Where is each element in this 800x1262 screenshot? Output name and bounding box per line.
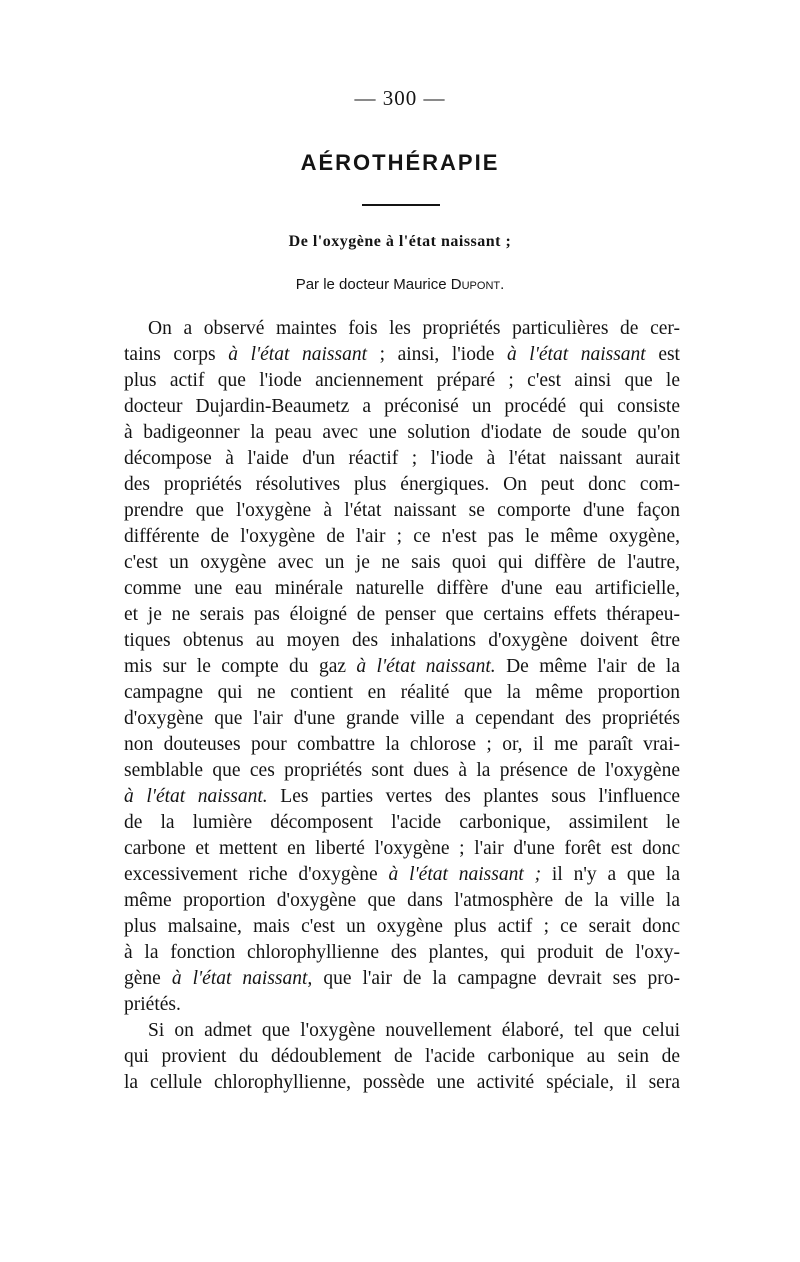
page-number: — 300 — (354, 86, 446, 110)
text-segment: Si on admet que l'oxygène nouvellement élaboré, tel que celui (148, 1020, 680, 1041)
text-segment: docteur Dujardin-Beaumetz a préconisé un procédé qui consiste (124, 396, 680, 417)
text-segment: la cellule chlorophyllienne, possède une activité spéciale, il sera (124, 1072, 680, 1093)
text-line (124, 732, 680, 758)
text-segment: que l'air de la campagne devrait ses pro- (312, 968, 680, 989)
text-line (124, 966, 680, 992)
italic-phrase: à l'état naissant ; (388, 864, 542, 885)
text-line (124, 862, 680, 888)
text-segment: différente de l'oxygène de l'air ; ce n'est pas le même oxygène, (124, 526, 680, 547)
text-line (124, 810, 680, 836)
text-line (124, 420, 680, 446)
text-line (124, 602, 680, 628)
italic-phrase: à l'état naissant (228, 344, 367, 365)
text-segment: c'est un oxygène avec un je ne sais quoi qui diffère de l'autre, (124, 552, 680, 573)
text-segment: est (645, 344, 680, 365)
text-segment: tains corps (124, 344, 229, 365)
text-segment: plus malsaine, mais c'est un oxygène plus actif ; ce serait donc (124, 916, 680, 937)
text-line (124, 914, 680, 940)
text-segment: des propriétés résolutives plus énergiques. On peut donc com- (124, 474, 680, 495)
text-line (124, 524, 680, 550)
text-line (124, 368, 680, 394)
text-segment: gène (124, 968, 172, 989)
text-line (124, 576, 680, 602)
text-segment: campagne qui ne contient en réalité que la même proportion (124, 682, 680, 703)
title-rule (362, 204, 440, 206)
text-segment: d'oxygène que l'air d'une grande ville a cependant des propriétés (124, 708, 680, 729)
italic-phrase: à l'état naissant. (356, 656, 496, 677)
text-segment: excessivement riche d'oxygène (124, 864, 389, 885)
text-segment: de la lumière décomposent l'acide carbonique, assimilent le (124, 812, 680, 833)
text-line (124, 628, 680, 654)
text-segment: tiques obtenus au moyen des inhalations d'oxygène doivent être (124, 630, 680, 651)
byline-prefix: Par le docteur Maurice (295, 276, 451, 293)
text-segment: De même l'air de la (495, 656, 681, 677)
text-segment: plus actif que l'iode anciennement préparé ; c'est ainsi que le (124, 370, 680, 391)
text-line (124, 680, 680, 706)
text-segment: mis sur le compte du gaz (124, 656, 357, 677)
text-line (124, 498, 680, 524)
text-line (124, 550, 680, 576)
byline-author-name: Dupont (450, 276, 501, 293)
text-segment: qui provient du dédoublement de l'acide carbonique au sein de (124, 1046, 680, 1067)
text-segment: priétés. (124, 994, 181, 1015)
text-line (124, 472, 680, 498)
text-segment: ; ainsi, l'iode (367, 344, 507, 365)
text-segment: On a observé maintes fois les propriétés particulières de cer- (148, 318, 680, 339)
text-line (124, 784, 680, 810)
byline-suffix: . (500, 276, 505, 293)
text-line (124, 446, 680, 472)
text-segment: à badigeonner la peau avec une solution d'iodate de soude qu'on (124, 422, 680, 443)
text-line (124, 1044, 680, 1070)
section-title: AÉROTHÉRAPIE (300, 150, 500, 175)
text-segment: semblable que ces propriétés sont dues à la présence de l'oxygène (124, 760, 680, 781)
text-segment: carbone et mettent en liberté l'oxygène ; l'air d'une forêt est donc (124, 838, 680, 859)
article-title: De l'oxygène à l'état naissant ; (288, 233, 512, 250)
text-segment: décompose à l'aide d'un réactif ; l'iode à l'état naissant aurait (124, 448, 680, 469)
italic-phrase: à l'état naissant. (124, 786, 268, 807)
text-line (124, 654, 680, 680)
text-line (124, 888, 680, 914)
italic-phrase: à l'état naissant, (171, 968, 313, 989)
text-line (124, 316, 680, 342)
text-line (124, 394, 680, 420)
text-segment: non douteuses pour combattre la chlorose ; or, il me paraît vrai- (124, 734, 680, 755)
text-segment: prendre que l'oxygène à l'état naissant se comporte d'une façon (124, 500, 680, 521)
text-segment: et je ne serais pas éloigné de penser que certains effets thérapeu- (124, 604, 680, 625)
text-segment: il n'y a que la (541, 864, 680, 885)
text-segment: comme une eau minérale naturelle diffère d'une eau artificielle, (124, 578, 680, 599)
text-line (124, 1070, 680, 1096)
text-line (124, 1018, 680, 1044)
byline (0, 276, 800, 293)
text-line (124, 706, 680, 732)
text-line (124, 758, 680, 784)
text-line (124, 992, 680, 1018)
text-line (124, 836, 680, 862)
text-segment: même proportion d'oxygène que dans l'atmosphère de la ville la (124, 890, 680, 911)
text-line (124, 940, 680, 966)
italic-phrase: à l'état naissant (506, 344, 646, 365)
text-line (124, 342, 680, 368)
body-text (124, 316, 680, 1096)
text-segment: Les parties vertes des plantes sous l'influence (267, 786, 681, 807)
text-segment: à la fonction chlorophyllienne des plantes, qui produit de l'oxy- (124, 942, 680, 963)
